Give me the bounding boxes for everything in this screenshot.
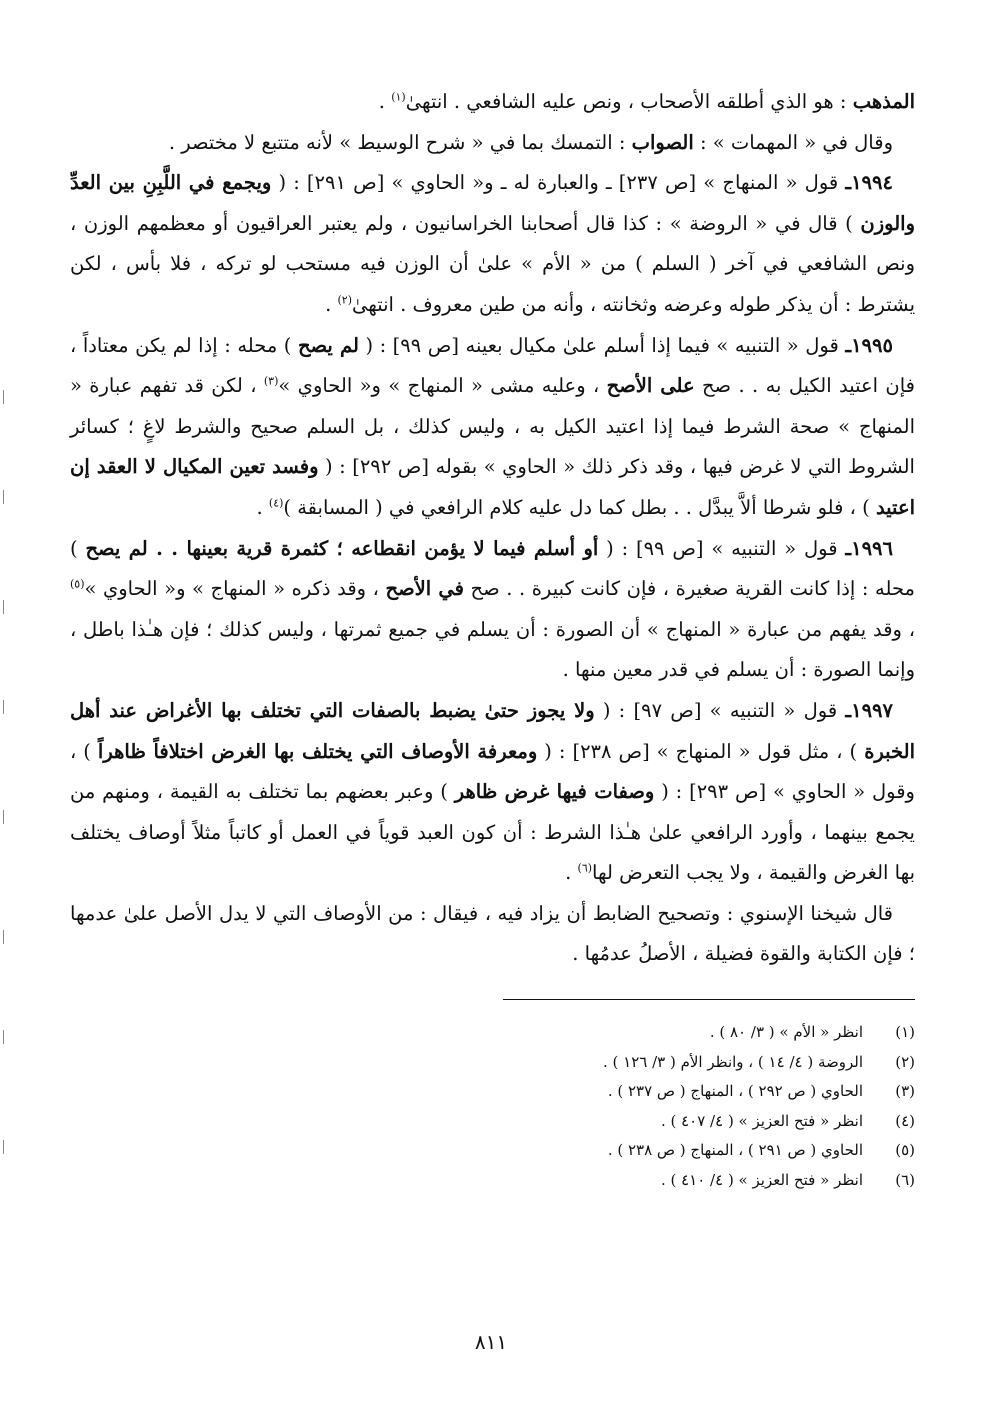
text-run: ) ، مثل قول « المنهاج » [ص ٢٣٨] : (	[537, 739, 865, 763]
bold-text: ١٩٩٦ـ	[845, 536, 893, 560]
footnote	[70, 1166, 915, 1196]
footnote	[70, 1077, 915, 1107]
text-run: ) محله : إذا كانت القرية صغيرة ، فإن كانت كبيرة . . صح	[70, 536, 915, 601]
text-run: ) محله : إذا لم يكن معتاداً ، فإن اعتيد الكيل به . . صح	[70, 333, 915, 398]
footnote-ref: (٥)	[70, 577, 85, 591]
text-run: : التمسك بما في « شرح الوسيط » لأنه متتبع لا مختصر .	[168, 130, 632, 154]
bold-text: وفسد تعين المكيال لا العقد إن اعتيد	[70, 455, 915, 519]
text-run: قول « التنبيه » فيما إذا أسلم علىٰ مكيال بعينه [ص ٩٩] : (	[358, 333, 846, 357]
text-run: ، لكن قد تفهم عبارة « المنهاج » صحة الشرط فيما إذا اعتيد الكيل به ، وليس كذلك ، بل السلم صحيح والشرط لاغٍ ؛ كسائر الشروط التي لا غرض فيها ، وقد ذكر ذلك « الحاوي » بقوله [ص ٢٩٢] : (	[70, 374, 915, 479]
bold-text: الصواب	[631, 130, 694, 154]
paragraph	[70, 326, 915, 529]
paragraph	[70, 82, 915, 123]
text-run: قول « المنهاج » [ص ٢٣٧] ـ والعبارة له ـ و« الحاوي » [ص ٢٩١] : (	[271, 171, 846, 195]
text-run: ) وعبر بعضهم بما تختلف به القيمة ، ومنهم من يجمع بينهما ، وأورد الرافعي علىٰ هـٰذا الشرط : أن كون العبد قوياً في العمل أو كاتباً مثلاً أوصاف يختلف بها الغرض والقيمة ، ولا يجب التعرض لها	[70, 780, 915, 885]
footnote-number: (٢)	[895, 1052, 915, 1071]
footnote-ref: (٦)	[577, 861, 593, 875]
footnote-text: الروضة ( ٤/ ١٤ ) ، وانظر الأم ( ٣/ ١٢٦ ) .	[602, 1052, 863, 1071]
footnote	[70, 1018, 915, 1048]
footnote-text: انظر « فتح العزيز » ( ٤/ ٤١٠ ) .	[660, 1170, 863, 1189]
text-run: ، وقد يفهم من عبارة « المنهاج » أن الصورة : أن يسلم في جميع ثمرتها ، وليس كذلك ؛ فإن هـٰذا باطل ، وإنما الصورة : أن يسلم في قدر معين منها .	[70, 617, 915, 682]
paragraph	[70, 529, 915, 691]
paragraph	[70, 163, 915, 325]
paragraph	[70, 123, 915, 164]
footnotes	[70, 1018, 915, 1195]
bold-text: على الأصح	[606, 374, 695, 398]
text-run: ، وقد ذكره « المنهاج » و« الحاوي »	[84, 577, 386, 601]
text-run: .	[565, 861, 578, 885]
footnote	[70, 1048, 915, 1078]
footnote-text: الحاوي ( ص ٢٩٢ ) ، المنهاج ( ص ٢٣٧ ) .	[607, 1082, 863, 1101]
footnote-separator	[503, 999, 915, 1000]
scan-edge-marks	[0, 370, 6, 1310]
bold-text: ومعرفة الأوصاف التي يختلف بها الغرض اختلافاً ظاهراً	[97, 739, 538, 763]
footnote	[70, 1107, 915, 1137]
footnote-ref: (٢)	[337, 293, 352, 307]
main-text	[70, 82, 915, 975]
text-run: قول « التنبيه » [ص ٩٩] : (	[598, 536, 846, 560]
footnote-ref: (٤)	[268, 496, 284, 510]
text-run: ، وعليه مشى « المنهاج » و« الحاوي »	[278, 374, 607, 398]
text-run: .	[256, 495, 269, 519]
page-number: ٨١١	[474, 1330, 508, 1354]
bold-text: في الأصح	[385, 577, 464, 601]
bold-text: ويجمع في اللَّبِنِ بين العدِّ والوزن	[70, 171, 915, 235]
text-run: .	[325, 292, 338, 316]
bold-text: وصفات فيها غرض ظاهر	[454, 780, 655, 804]
footnote-number: (٥)	[895, 1141, 915, 1160]
bold-text: ولا يجوز حتىٰ يضبط بالصفات التي تختلف بها الأغراض عند أهل الخبرة	[70, 698, 915, 763]
text-run: وقال في « المهمات » :	[693, 130, 893, 154]
footnote-text: انظر « الأم » ( ٣/ ٨٠ ) .	[709, 1023, 863, 1042]
bold-text: أو أسلم فيما لا يؤمن انقطاعه ؛ كثمرة قرية بعينها . . لم يصح	[85, 536, 599, 560]
text-run: ) قال في « الروضة » : كذا قال أصحابنا الخراسانيون ، ولم يعتبر العراقيون أو معظمهم الوزن ، ونص الشافعي في آخر ( السلم ) من « الأم » علىٰ أن الوزن فيه مستحب لو تركه ، فلا بأس ، لكن يشترط : أن يذكر طوله وعرضه وثخانته ، وأنه من طين معروف . انتهىٰ	[70, 211, 915, 316]
footnote-number: (١)	[895, 1023, 915, 1042]
bold-text: ١٩٩٤ـ	[845, 171, 893, 195]
text-run: قال شيخنا الإسنوي : وتصحيح الضابط أن يزاد فيه ، فيقال : من الأوصاف التي لا يدل الأصل علىٰ عدمها ؛ فإن الكتابة والقوة فضيلة ، الأصلُ عدمُها .	[70, 901, 915, 966]
text-run: قول « التنبيه » [ص ٩٧] : (	[594, 698, 846, 722]
footnote-number: (٣)	[895, 1082, 915, 1101]
bold-text: المذهب	[852, 90, 915, 113]
footnote-number: (٦)	[895, 1170, 915, 1189]
footnote-ref: (١)	[391, 90, 406, 104]
footnote-ref: (٣)	[263, 374, 279, 388]
page-body	[70, 82, 915, 1195]
footnote	[70, 1136, 915, 1166]
footnote-text: الحاوي ( ص ٢٩١ ) ، المنهاج ( ص ٢٣٨ ) .	[607, 1141, 863, 1160]
bold-text: ١٩٩٥ـ	[845, 333, 893, 357]
footnote-number: (٤)	[895, 1111, 915, 1130]
bold-text: لم يصح	[297, 333, 359, 357]
text-run: .	[378, 90, 392, 113]
paragraph	[70, 894, 915, 975]
bold-text: ١٩٩٧ـ	[845, 698, 893, 722]
footnote-text: انظر « فتح العزيز » ( ٤/ ٤٠٧ ) .	[660, 1111, 863, 1130]
text-run: ) ، فلو شرطا ألاَّ يبدَّل . . بطل كما دل عليه كلام الرافعي في ( المسابقة )	[283, 495, 876, 519]
text-run: ) ، وقول « الحاوي » [ص ٢٩٣] : (	[70, 739, 915, 804]
text-run: : هو الذي أطلقه الأصحاب ، ونص عليه الشافعي . انتهىٰ	[405, 90, 853, 113]
paragraph	[70, 691, 915, 894]
